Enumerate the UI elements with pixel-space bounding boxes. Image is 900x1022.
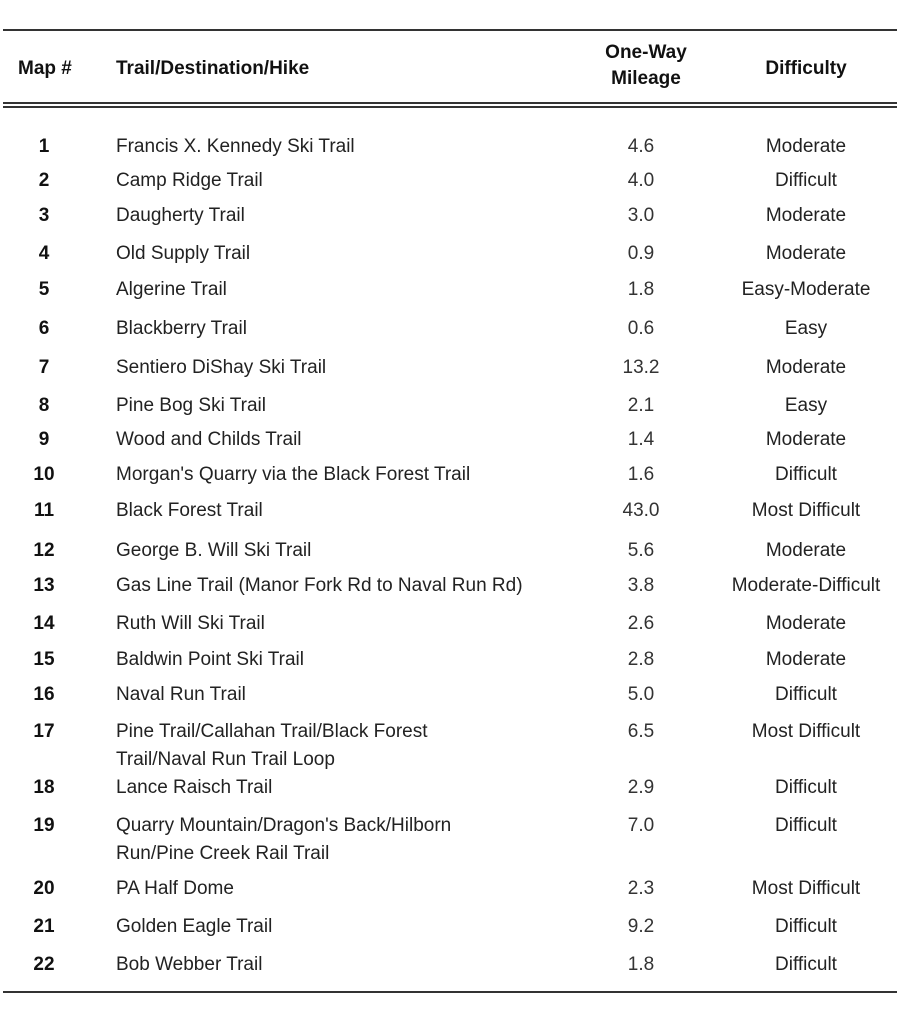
trail-name [116,497,576,525]
trail-name [116,875,576,903]
trail-name-line1: Quarry Mountain/Dragon's Back/Hilborn [116,815,452,836]
one-way-mileage: 1.4 [627,429,655,450]
trail-name [116,812,576,868]
one-way-mileage: 2.6 [627,613,655,634]
trail-name-line1: Gas Line Trail (Manor Fork Rd to Naval Run Rd) [116,575,523,596]
trail-name-line1: Bob Webber Trail [116,954,263,975]
map-number: 17 [33,721,55,742]
trail-name-line1: Blackberry Trail [116,318,247,339]
trail-name [116,718,576,774]
map-number: 11 [33,500,55,521]
difficulty: Moderate [765,429,847,450]
header-map-number: Map # [18,58,72,79]
header-rule-upper [3,102,897,104]
difficulty: Difficult [775,170,837,191]
one-way-mileage: 6.5 [627,721,655,742]
trail-name-line1: Sentiero DiShay Ski Trail [116,357,327,378]
difficulty: Difficult [775,777,837,798]
trail-name [116,681,576,709]
trail-name [116,202,576,230]
difficulty: Easy-Moderate [741,279,871,300]
difficulty: Difficult [775,954,837,975]
map-number: 3 [38,205,50,226]
map-number: 6 [38,318,50,339]
difficulty: Moderate [765,357,847,378]
one-way-mileage: 3.8 [627,575,655,596]
trail-name-line2: Trail/Naval Run Trail Loop [116,749,335,770]
trail-name-line1: Golden Eagle Trail [116,916,273,937]
one-way-mileage: 13.2 [622,357,660,378]
trail-name [116,354,576,382]
header-trail: Trail/Destination/Hike [116,58,310,79]
map-number: 22 [33,954,55,975]
trail-name-line1: Morgan's Quarry via the Black Forest Trail [116,464,471,485]
trail-name-line1: Old Supply Trail [116,243,251,264]
trail-name [116,646,576,674]
difficulty: Most Difficult [751,721,861,742]
one-way-mileage: 4.0 [627,170,655,191]
map-number: 12 [33,540,55,561]
trail-name-line1: Black Forest Trail [116,500,263,521]
trail-name-line1: PA Half Dome [116,878,234,899]
trail-name [116,315,576,343]
map-number: 5 [38,279,50,300]
one-way-mileage: 4.6 [627,136,655,157]
one-way-mileage: 5.6 [627,540,655,561]
trail-name-line1: Naval Run Trail [116,684,246,705]
difficulty: Moderate [765,613,847,634]
difficulty: Moderate [765,205,847,226]
one-way-mileage: 0.6 [627,318,655,339]
trail-name-line1: Camp Ridge Trail [116,170,263,191]
difficulty: Easy [784,318,828,339]
table-top-rule [3,29,897,31]
trail-name-line2: Run/Pine Creek Rail Trail [116,843,330,864]
trail-name [116,951,576,979]
trail-name [116,537,576,565]
trail-name-line1: Baldwin Point Ski Trail [116,649,304,670]
one-way-mileage: 1.8 [627,954,655,975]
difficulty: Easy [784,395,828,416]
one-way-mileage: 43.0 [622,500,660,521]
difficulty: Moderate [765,649,847,670]
trail-name [116,167,576,195]
map-number: 4 [38,243,50,264]
map-number: 2 [38,170,50,191]
trail-name [116,426,576,454]
trail-name [116,133,576,161]
header-difficulty: Difficulty [765,58,847,79]
one-way-mileage: 2.9 [627,777,655,798]
map-number: 18 [33,777,55,798]
trail-name-line1: Pine Trail/Callahan Trail/Black Forest [116,721,428,742]
map-number: 8 [38,395,50,416]
one-way-mileage: 0.9 [627,243,655,264]
one-way-mileage: 9.2 [627,916,655,937]
trail-name-line1: Wood and Childs Trail [116,429,302,450]
difficulty: Most Difficult [751,500,861,521]
map-number: 15 [33,649,55,670]
map-number: 1 [38,136,50,157]
difficulty: Moderate [765,136,847,157]
difficulty: Difficult [775,815,837,836]
map-number: 16 [33,684,55,705]
difficulty: Moderate [765,540,847,561]
difficulty: Moderate-Difficult [731,575,881,596]
trail-name-line1: George B. Will Ski Trail [116,540,312,561]
one-way-mileage: 2.1 [627,395,655,416]
header-mileage-line2: Mileage [611,68,681,89]
trail-name [116,240,576,268]
one-way-mileage: 7.0 [627,815,655,836]
trail-name [116,610,576,638]
trail-name [116,461,576,489]
table-bottom-rule [3,991,897,993]
one-way-mileage: 2.3 [627,878,655,899]
one-way-mileage: 5.0 [627,684,655,705]
trail-name-line1: Pine Bog Ski Trail [116,395,266,416]
trail-name [116,774,576,802]
trail-name-line1: Algerine Trail [116,279,227,300]
map-number: 10 [33,464,55,485]
one-way-mileage: 2.8 [627,649,655,670]
map-number: 13 [33,575,55,596]
trail-name [116,572,576,600]
difficulty: Difficult [775,464,837,485]
map-number: 14 [33,613,55,634]
map-number: 7 [38,357,50,378]
map-number: 20 [33,878,55,899]
trail-name-line1: Ruth Will Ski Trail [116,613,265,634]
trail-name-line1: Daugherty Trail [116,205,245,226]
trail-name [116,913,576,941]
one-way-mileage: 1.8 [627,279,655,300]
difficulty: Moderate [765,243,847,264]
map-number: 19 [33,815,55,836]
one-way-mileage: 1.6 [627,464,655,485]
header-mileage [586,40,706,92]
map-number: 21 [33,916,55,937]
difficulty: Difficult [775,916,837,937]
trail-name [116,276,576,304]
trail-name-line1: Lance Raisch Trail [116,777,273,798]
map-number: 9 [38,429,50,450]
trail-name-line1: Francis X. Kennedy Ski Trail [116,136,355,157]
trail-name [116,392,576,420]
one-way-mileage: 3.0 [627,205,655,226]
header-mileage-line1: One-Way [605,42,687,63]
difficulty: Most Difficult [751,878,861,899]
difficulty: Difficult [775,684,837,705]
header-rule-lower [3,106,897,108]
